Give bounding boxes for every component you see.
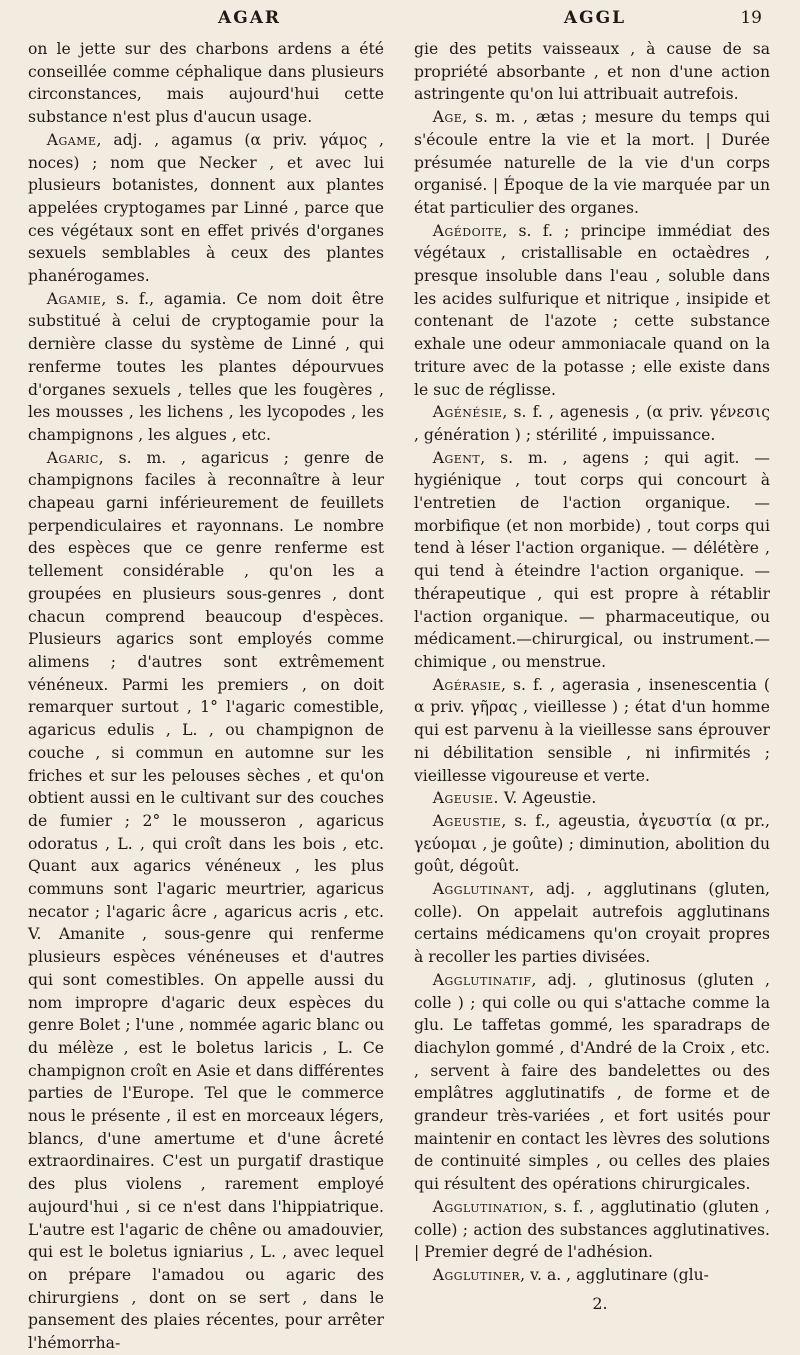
definition-text: , s. m. , agaricus ; genre de champignons faciles à reconnaître à leur chapeau garni inférieurement de feuillets perpendiculaires et rayonnans. Le nombre des espèces que ce genre renferme est tellement considérable , qu'on les a groupées en plusieurs sous-genres , dont chacun comprend beaucoup d'espèces. Plusieurs agarics sont employés comme alimens ; d'autres sont extrêmement vénéneux. Parmi les premiers , on doit remarquer surtout , 1° l'agaric comestible, agaricus edulis , L. , ou champignon de couche , si commun en automne sur les friches et sur les pelouses sèches , et qu'on obtient aussi en le cultivant sur des couches de fumier ; 2° le mousseron , agaricus odoratus , L. , qui croît dans les bois , etc. Quant aux agarics vénéneux , les plus communs sont l'agaric meurtrier, agaricus necator ; l'agaric âcre , agaricus acris , etc. V. Amanite , sous-genre qui renferme plusieurs espèces vénéneuses et d'autres qui sont comestibles. On appelle aussi du nom impropre d'agaric deux espèces du genre Bolet ; l'une , nommée agaric blanc ou du mélèze , est le boletus laricis , L. Ce champignon croît en Asie et dans différentes parties de l'Europe. Tel que le commerce nous le présente , il est en morceaux légers, blancs, d'une amertume et d'une âcreté extraordinaires. C'est un purgatif drastique des plus violens , rarement employé aujourd'hui , si ce n'est dans l'hippiatrique. L'autre est l'agaric de chêne ou amadouvier, qui est le boletus igniarius , L. , avec lequel on prépare l'amadou ou agaric des chirurgiens , dont on se sert , dans le pansement des plaies récentes, pour arrêter l'hémorrha- bbox=[28, 448, 384, 1353]
entry-agglutinant bbox=[414, 878, 770, 969]
right-column bbox=[414, 38, 770, 1308]
definition-text: , s. m. , ætas ; mesure du temps qui s'écoule entre la vie et la mort. | Durée présumée naturelle de la vie d'un corps organisé. | Époque de la vie marquée par un état particulier des organes. bbox=[414, 108, 770, 217]
left-column bbox=[28, 38, 384, 1353]
headword: Ageustie bbox=[432, 811, 502, 830]
entry-agaric-cont bbox=[414, 38, 770, 106]
headword: Agédoite bbox=[432, 221, 503, 240]
entry-agenesie bbox=[414, 401, 770, 446]
definition-text: , adj. , agglutinans (gluten, colle). On appelait autrefois agglutinans certains médicamens qu'on croyait propres à recoller les parties divisées. bbox=[414, 880, 770, 967]
definition-text: , s. f., agamia. Ce nom doit être substitué à celui de cryptogamie pour la dernière classe du système de Linné , qui renferme toutes les plantes dépourvues d'organes sexuels , telles que les fougères , les mousses , les lichens , les lycopodes , les champignons , les algues , etc. bbox=[28, 289, 384, 444]
entry-agaric bbox=[28, 447, 384, 1355]
signature-mark: 2. bbox=[592, 1294, 608, 1313]
entry-agglutiner bbox=[414, 1264, 770, 1287]
headword: Agénésie bbox=[432, 403, 503, 422]
headword: Agent bbox=[432, 448, 481, 467]
definition-text: , s. m. , agens ; qui agit. — hygiénique , tout corps qui concourt à l'entretien de l'action organique. — morbifique (et non morbide) , tout corps qui tend à léser l'action organique. — délétère , qui tend à éteindre l'action organique. — thérapeutique , qui est propre à rétablir l'action organique. — pharmaceutique, ou médicament.—chirurgical, ou instrument.—chimique , ou menstrue. bbox=[414, 448, 770, 671]
entry-agglutinatif bbox=[414, 969, 770, 1196]
definition-text: , s. f. , agerasia , insenescentia ( α priv. γῆρας , vieillesse ) ; état d'un homme qui est parvenu à la vieillesse sans éprouver ni débilitation sensible , ni infirmités ; vieillesse vigoureuse et verte. bbox=[414, 675, 770, 785]
headword: Agamie bbox=[46, 289, 102, 308]
headword: Agglutination bbox=[432, 1197, 544, 1216]
entry-agent bbox=[414, 447, 770, 674]
headword: Ageusie. bbox=[432, 789, 499, 808]
definition-text: , adj. , glutinosus (gluten , colle ) ; qui colle ou qui s'attache comme la glu. Le taffetas gommé, les sparadraps de diachylon gommé , d'André de la Croix , etc. , servent à faire des bandelettes ou des emplâtres agglutinatifs , de forme et de grandeur très-variées , et fort usités pour maintenir en contact les lèvres des solutions de continuité simples , ou celles des plaies qui résultent des opérations chirurgicales. bbox=[414, 970, 770, 1194]
entry-agglutination bbox=[414, 1196, 770, 1264]
entry-agaric-end bbox=[28, 38, 384, 129]
headword: Agglutinatif bbox=[432, 970, 532, 989]
running-head-right: AGGL bbox=[563, 8, 627, 28]
definition-text: V. Ageustie. bbox=[498, 789, 597, 808]
headword: Agérasie bbox=[432, 675, 501, 694]
entry-ageusie bbox=[414, 787, 770, 810]
definition-text: gie des petits vaisseaux , à cause de sa propriété absorbante , et non d'une action astringente qu'on lui attribuait autrefois. bbox=[414, 40, 770, 104]
headword: Agglutinant bbox=[432, 880, 530, 899]
headword: Agaric bbox=[46, 448, 99, 467]
entry-agedoite bbox=[414, 220, 770, 402]
entry-ageustie bbox=[414, 810, 770, 878]
definition-text: , adj. , agamus (α priv. γάμος , noces) ; nom que Necker , et avec lui plusieurs botanistes, donnent aux plantes appelées cryptogames par Linné , parce que ces végétaux sont en effet privés d'organes sexuels semblables à ceux des plantes phanérogames. bbox=[28, 130, 384, 286]
headword: Agglutiner bbox=[432, 1265, 521, 1284]
headword: Age bbox=[432, 108, 463, 127]
headword: Agame bbox=[46, 130, 97, 149]
definition-text: , v. a. , agglutinare (glu- bbox=[520, 1265, 709, 1284]
definition-text: on le jette sur des charbons ardens a été conseillée comme céphalique dans plusieurs circonstances, mais aujourd'hui cette substance n'est plus d'aucun usage. bbox=[28, 40, 384, 127]
running-head-left: AGAR bbox=[218, 8, 282, 28]
definition-text: , s. f. ; principe immédiat des végétaux , cristallisable en octaèdres , presque insoluble dans l'eau , soluble dans les acides sulfurique et nitrique , insipide et contenant de l'azote ; cette substance exhale une odeur ammoniacale quand on la triture avec de la potasse ; elle existe dans le suc de réglisse. bbox=[414, 221, 770, 399]
definition-text: , s. f. , agglutinatio (gluten , colle) ; action des substances agglutinatives. | Premier degré de l'adhésion. bbox=[414, 1197, 770, 1262]
page-number: 19 bbox=[740, 8, 762, 28]
definition-text: , s. f., ageustia, ἀγευστία (α pr., γεύομαι , je goûte) ; diminution, abolition du goût, dégoût. bbox=[414, 811, 770, 876]
definition-text: , s. f. , agenesis , (α priv. γένεσις , génération ) ; stérilité , impuissance. bbox=[414, 403, 770, 444]
entry-age bbox=[414, 106, 770, 220]
entry-agame bbox=[28, 129, 384, 288]
entry-agerasie bbox=[414, 674, 770, 788]
entry-agamie bbox=[28, 288, 384, 447]
